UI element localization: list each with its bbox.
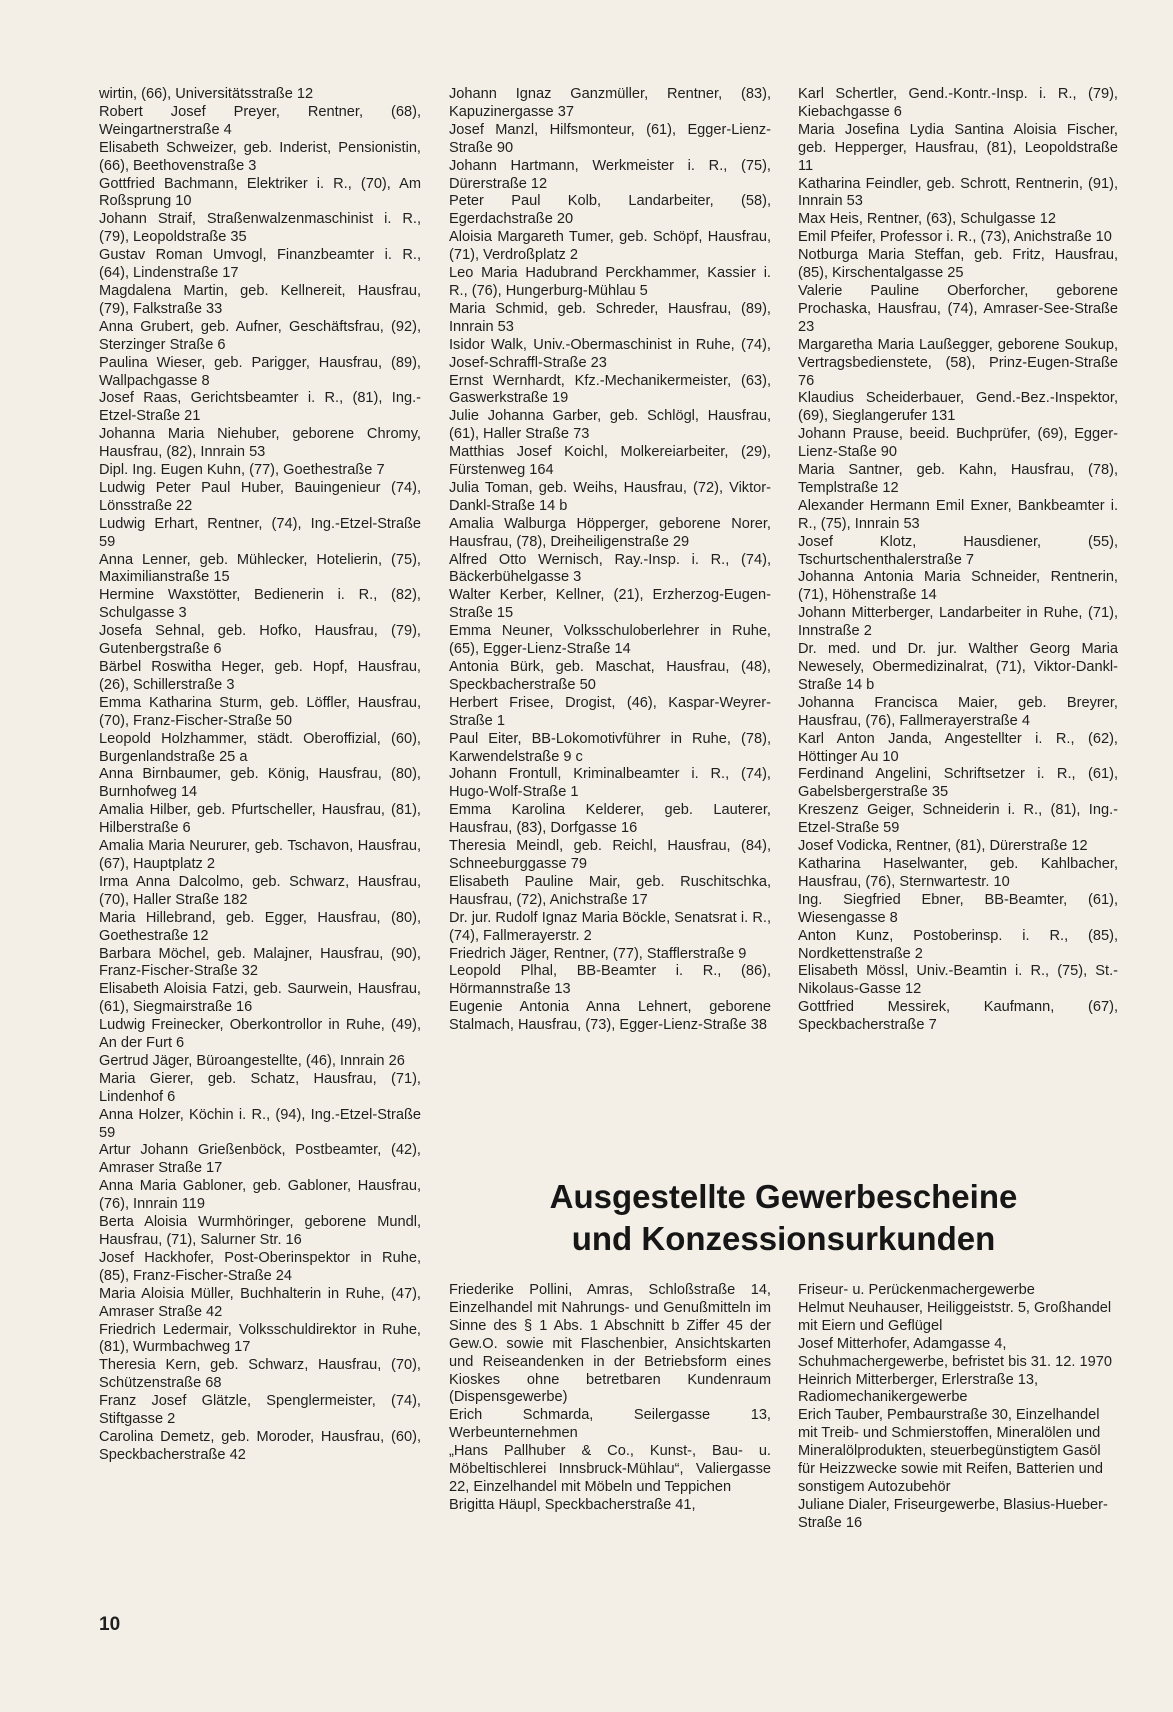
list-entry: Leopold Holzhammer, städt. Oberoffizial, (60), Burgenlandstraße 25 a [99, 730, 421, 765]
list-entry: Maria Aloisia Müller, Buchhalterin in Ruhe, (47), Amraser Straße 42 [99, 1285, 421, 1320]
list-entry: Amalia Maria Neururer, geb. Tschavon, Hausfrau, (67), Hauptplatz 2 [99, 838, 421, 872]
list-entry: Maria Josefina Lydia Santina Aloisia Fischer, geb. Hepperger, Hausfrau, (81), Leopoldstraße 11 [798, 121, 1118, 174]
list-entry: Alfred Otto Wernisch, Ray.-Insp. i. R., (74), Bäckerbühelgasse 3 [449, 551, 771, 586]
list-entry: Hermine Waxstötter, Bedienerin i. R., (82), Schulgasse 3 [99, 587, 421, 622]
list-entry: Theresia Kern, geb. Schwarz, Hausfrau, (70), Schützenstraße 68 [99, 1357, 421, 1392]
list-entry: Anna Grubert, geb. Aufner, Geschäftsfrau, (92), Sterzinger Straße 6 [99, 318, 421, 353]
list-entry: Isidor Walk, Univ.-Obermaschinist in Ruhe, (74), Josef-Schraffl-Straße 23 [449, 336, 771, 371]
list-entry: Alexander Hermann Emil Exner, Bankbeamter i. R., (75), Innrain 53 [798, 497, 1118, 532]
list-entry: Emma Katharina Sturm, geb. Löffler, Hausfrau, (70), Franz-Fischer-Straße 50 [99, 694, 421, 729]
list-entry: Elisabeth Aloisia Fatzi, geb. Saurwein, Hausfrau, (61), Siegmairstraße 16 [99, 981, 421, 1016]
list-entry: Johann Prause, beeid. Buchprüfer, (69), Egger-Lienz-Staße 90 [798, 426, 1118, 461]
list-entry: Klaudius Scheiderbauer, Gend.-Bez.-Inspektor, (69), Sieglangerufer 131 [798, 390, 1118, 425]
list-entry: Walter Kerber, Kellner, (21), Erzherzog-Eugen-Straße 15 [449, 587, 771, 622]
list-entry: Josef Raas, Gerichtsbeamter i. R., (81), Ing.-Etzel-Straße 21 [99, 390, 421, 425]
list-entry: Artur Johann Grießenböck, Postbeamter, (42), Amraser Straße 17 [99, 1142, 421, 1177]
list-entry: Dr. jur. Rudolf Ignaz Maria Böckle, Senatsrat i. R., (74), Fallmerayerstr. 2 [449, 909, 771, 944]
list-entry: Friseur- u. Perückenmachergewerbe [798, 1282, 1035, 1298]
license-column-2 [798, 1282, 1118, 1533]
list-entry: Anna Birnbaumer, geb. König, Hausfrau, (80), Burnhofweg 14 [99, 766, 421, 801]
list-entry: Johann Straif, Straßenwalzenmaschinist i. R., (79), Leopoldstraße 35 [99, 211, 421, 246]
list-entry: Gustav Roman Umvogl, Finanzbeamter i. R., (64), Lindenstraße 17 [99, 247, 421, 282]
list-entry: Josef Manzl, Hilfsmonteur, (61), Egger-Lienz-Straße 90 [449, 121, 771, 156]
obituary-column-3 [798, 86, 1118, 1035]
list-entry: Carolina Demetz, geb. Moroder, Hausfrau, (60), Speckbacherstraße 42 [99, 1428, 421, 1463]
list-entry: Amalia Hilber, geb. Pfurtscheller, Hausfrau, (81), Hilberstraße 6 [99, 802, 421, 837]
list-entry: Eugenie Antonia Anna Lehnert, geborene Stalmach, Hausfrau, (73), Egger-Lienz-Straße 38 [449, 999, 771, 1034]
list-entry: Katharina Haselwanter, geb. Kahlbacher, Hausfrau, (76), Sternwartestr. 10 [798, 855, 1118, 890]
list-entry: Elisabeth Pauline Mair, geb. Ruschitschka, Hausfrau, (72), Anichstraße 17 [449, 873, 771, 908]
list-entry: Erich Tauber, Pembaurstraße 30, Einzelhandel mit Treib- und Schmierstoffen, Mineralölen und Mineralölprodukten, steuerbegünstigtem Gasöl für Heizzwecke sowie mit Reifen, Batterien und sonstigem Autozubehör [798, 1407, 1103, 1495]
list-entry: Katharina Feindler, geb. Schrott, Rentnerin, (91), Innrain 53 [798, 175, 1118, 210]
list-entry: Johann Hartmann, Werkmeister i. R., (75), Dürerstraße 12 [449, 157, 771, 192]
list-entry: Gertrud Jäger, Büroangestellte, (46), Innrain 26 [99, 1052, 405, 1069]
list-entry: Elisabeth Mössl, Univ.-Beamtin i. R., (75), St.-Nikolaus-Gasse 12 [798, 963, 1118, 998]
list-entry: Magdalena Martin, geb. Kellnereit, Hausfrau, (79), Falkstraße 33 [99, 282, 421, 317]
list-entry: Herbert Frisee, Drogist, (46), Kaspar-Weyrer-Straße 1 [449, 694, 771, 729]
list-entry: Emil Pfeifer, Professor i. R., (73), Anichstraße 10 [798, 229, 1112, 246]
list-entry: Irma Anna Dalcolmo, geb. Schwarz, Hausfrau, (70), Haller Straße 182 [99, 873, 421, 908]
list-entry: Peter Paul Kolb, Landarbeiter, (58), Egerdachstraße 20 [449, 193, 771, 228]
list-entry: Ludwig Peter Paul Huber, Bauingenieur (74), Lönsstraße 22 [99, 479, 421, 514]
list-entry: Josef Klotz, Hausdiener, (55), Tschurtschenthalerstraße 7 [798, 533, 1118, 568]
list-entry: Kreszenz Geiger, Schneiderin i. R., (81), Ing.-Etzel-Straße 59 [798, 802, 1118, 837]
list-entry: Anton Kunz, Postoberinsp. i. R., (85), Nordkettenstraße 2 [798, 927, 1118, 962]
list-entry: Johanna Francisca Maier, geb. Breyrer, Hausfrau, (76), Fallmerayerstraße 4 [798, 694, 1118, 729]
list-entry: Maria Schmid, geb. Schreder, Hausfrau, (89), Innrain 53 [449, 300, 771, 335]
page-number: 10 [99, 1614, 121, 1635]
list-entry: Dr. med. und Dr. jur. Walther Georg Maria Newesely, Obermedizinalrat, (71), Viktor-Dankl-Straße 14 b [798, 641, 1118, 693]
list-entry: Berta Aloisia Wurmhöringer, geborene Mundl, Hausfrau, (71), Salurner Str. 16 [99, 1214, 421, 1248]
list-entry: Emma Karolina Kelderer, geb. Lauterer, Hausfrau, (83), Dorfgasse 16 [449, 802, 771, 837]
list-entry: Helmut Neuhauser, Heiliggeiststr. 5, Großhandel mit Eiern und Geflügel [798, 1299, 1112, 1334]
list-entry: Theresia Meindl, geb. Reichl, Hausfrau, (84), Schneeburggasse 79 [449, 838, 771, 872]
list-entry: Maria Gierer, geb. Schatz, Hausfrau, (71), Lindenhof 6 [99, 1070, 421, 1105]
list-entry: Johann Mitterberger, Landarbeiter in Ruhe, (71), Innstraße 2 [798, 605, 1118, 640]
list-entry: Notburga Maria Steffan, geb. Fritz, Hausfrau, (85), Kirschentalgasse 25 [798, 247, 1118, 282]
headline-line-1: Ausgestellte Gewerbescheine [549, 1178, 1018, 1215]
list-entry: Emma Neuner, Volksschuloberlehrer in Ruhe, (65), Egger-Lienz-Straße 14 [449, 623, 771, 658]
list-entry: Matthias Josef Koichl, Molkereiarbeiter, (29), Fürstenweg 164 [449, 444, 771, 479]
section-headline [449, 1176, 1118, 1260]
list-entry: Josef Mitterhofer, Adamgasse 4, Schuhmachergewerbe, befristet bis 31. 12. 1970 [798, 1335, 1112, 1370]
list-entry: Johann Ignaz Ganzmüller, Rentner, (83), Kapuzinergasse 37 [449, 86, 771, 120]
list-entry: Antonia Bürk, geb. Maschat, Hausfrau, (48), Speckbacherstraße 50 [449, 659, 771, 693]
list-entry: Johanna Maria Niehuber, geborene Chromy, Hausfrau, (82), Innrain 53 [99, 426, 421, 461]
list-entry: Karl Schertler, Gend.-Kontr.-Insp. i. R., (79), Kiebachgasse 6 [798, 86, 1118, 120]
list-entry: Ing. Siegfried Ebner, BB-Beamter, (61), Wiesengasse 8 [798, 891, 1118, 926]
list-entry: Anna Holzer, Köchin i. R., (94), Ing.-Etzel-Straße 59 [99, 1106, 421, 1141]
list-entry: Friedrich Ledermair, Volksschuldirektor in Ruhe, (81), Wurmbachweg 17 [99, 1321, 421, 1356]
list-entry: Juliane Dialer, Friseurgewerbe, Blasius-Hueber-Straße 16 [798, 1496, 1108, 1531]
list-entry: Anna Lenner, geb. Mühlecker, Hotelierin, (75), Maximilianstraße 15 [99, 551, 421, 586]
list-entry: Bärbel Roswitha Heger, geb. Hopf, Hausfrau, (26), Schillerstraße 3 [99, 659, 421, 693]
list-entry: Anna Maria Gabloner, geb. Gabloner, Hausfrau, (76), Innrain 119 [99, 1178, 421, 1213]
list-entry: Maria Hillebrand, geb. Egger, Hausfrau, (80), Goethestraße 12 [99, 909, 421, 944]
list-entry: „Hans Pallhuber & Co., Kunst-, Bau- u. Möbeltischlerei Innsbruck-Mühlau“, Valiergasse 22, Einzelhandel mit Möbeln und Teppichen [449, 1443, 771, 1495]
list-entry: Friederike Pollini, Amras, Schloßstraße 14, Einzelhandel mit Nahrungs- und Genußmitteln im Sinne des § 1 Abs. 1 Abschnitt b Ziffer 45 der Gew.O. sowie mit Flaschenbier, Ansichtskarten und Reiseandenken in der Betriebsform eines Kioskes ohne betretbaren Kundenraum (Dispensgewerbe) [449, 1282, 771, 1406]
obituary-column-2 [449, 86, 771, 1035]
obituary-column-1 [99, 86, 421, 1465]
list-entry: Karl Anton Janda, Angestellter i. R., (62), Höttinger Au 10 [798, 730, 1118, 765]
list-entry: Julia Toman, geb. Weihs, Hausfrau, (72), Viktor-Dankl-Straße 14 b [449, 479, 771, 514]
list-entry: Josef Vodicka, Rentner, (81), Dürerstraße 12 [798, 838, 1088, 855]
list-entry: Leo Maria Hadubrand Perckhammer, Kassier i. R., (76), Hungerburg-Mühlau 5 [449, 265, 771, 299]
list-entry: Josef Hackhofer, Post-Oberinspektor in Ruhe, (85), Franz-Fischer-Straße 24 [99, 1249, 421, 1284]
list-entry: Johann Frontull, Kriminalbeamter i. R., (74), Hugo-Wolf-Straße 1 [449, 766, 771, 801]
list-entry: Aloisia Margareth Tumer, geb. Schöpf, Hausfrau, (71), Verdroßplatz 2 [449, 229, 771, 264]
list-entry: Erich Schmarda, Seilergasse 13, Werbeunternehmen [449, 1407, 771, 1442]
list-entry: Amalia Walburga Höpperger, geborene Norer, Hausfrau, (78), Dreiheiligenstraße 29 [449, 515, 771, 550]
list-entry: Ludwig Freinecker, Oberkontrollor in Ruhe, (49), An der Furt 6 [99, 1017, 421, 1052]
list-entry: Leopold Plhal, BB-Beamter i. R., (86), Hörmannstraße 13 [449, 963, 771, 998]
list-entry: Julie Johanna Garber, geb. Schlögl, Hausfrau, (61), Haller Straße 73 [449, 408, 771, 443]
list-entry: Barbara Möchel, geb. Malajner, Hausfrau, (90), Franz-Fischer-Straße 32 [99, 945, 421, 980]
list-entry: Ludwig Erhart, Rentner, (74), Ing.-Etzel-Straße 59 [99, 515, 421, 550]
license-column-1 [449, 1282, 771, 1515]
list-entry: Robert Josef Preyer, Rentner, (68), Weingartnerstraße 4 [99, 103, 421, 138]
list-entry: Max Heis, Rentner, (63), Schulgasse 12 [798, 211, 1056, 228]
list-entry: Gottfried Bachmann, Elektriker i. R., (70), Am Roßsprung 10 [99, 175, 421, 210]
list-entry: Heinrich Mitterberger, Erlerstraße 13, Radiomechanikergewerbe [798, 1371, 1039, 1406]
headline-line-2: und Konzessionsurkunden [571, 1220, 996, 1257]
list-entry: Brigitta Häupl, Speckbacherstraße 41, [449, 1496, 696, 1513]
list-entry: Ernst Wernhardt, Kfz.-Mechanikermeister, (63), Gaswerkstraße 19 [449, 372, 771, 407]
list-entry: Elisabeth Schweizer, geb. Inderist, Pensionistin, (66), Beethovenstraße 3 [99, 139, 421, 174]
list-entry: Johanna Antonia Maria Schneider, Rentnerin, (71), Höhenstraße 14 [798, 569, 1118, 604]
list-entry: Gottfried Messirek, Kaufmann, (67), Speckbacherstraße 7 [798, 999, 1118, 1034]
list-entry: Margaretha Maria Laußegger, geborene Soukup, Vertragsbedienstete, (58), Prinz-Eugen-Straße 76 [798, 336, 1118, 389]
list-entry: Dipl. Ing. Eugen Kuhn, (77), Goethestraße 7 [99, 462, 385, 479]
list-entry: Josefa Sehnal, geb. Hofko, Hausfrau, (79), Gutenbergstraße 6 [99, 623, 421, 658]
list-entry: Paul Eiter, BB-Lokomotivführer in Ruhe, (78), Karwendelstraße 9 c [449, 730, 771, 765]
list-entry: Franz Josef Glätzle, Spenglermeister, (74), Stiftgasse 2 [99, 1393, 421, 1428]
list-entry: Paulina Wieser, geb. Parigger, Hausfrau, (89), Wallpachgasse 8 [99, 354, 421, 389]
list-entry: Valerie Pauline Oberforcher, geborene Prochaska, Hausfrau, (74), Amraser-See-Straße 23 [798, 282, 1118, 335]
list-entry: Ferdinand Angelini, Schriftsetzer i. R., (61), Gabelsbergerstraße 35 [798, 766, 1118, 801]
list-entry: wirtin, (66), Universitätsstraße 12 [99, 86, 314, 102]
list-entry: Friedrich Jäger, Rentner, (77), Stafflerstraße 9 [449, 945, 747, 962]
list-entry: Maria Santner, geb. Kahn, Hausfrau, (78), Templstraße 12 [798, 462, 1118, 496]
